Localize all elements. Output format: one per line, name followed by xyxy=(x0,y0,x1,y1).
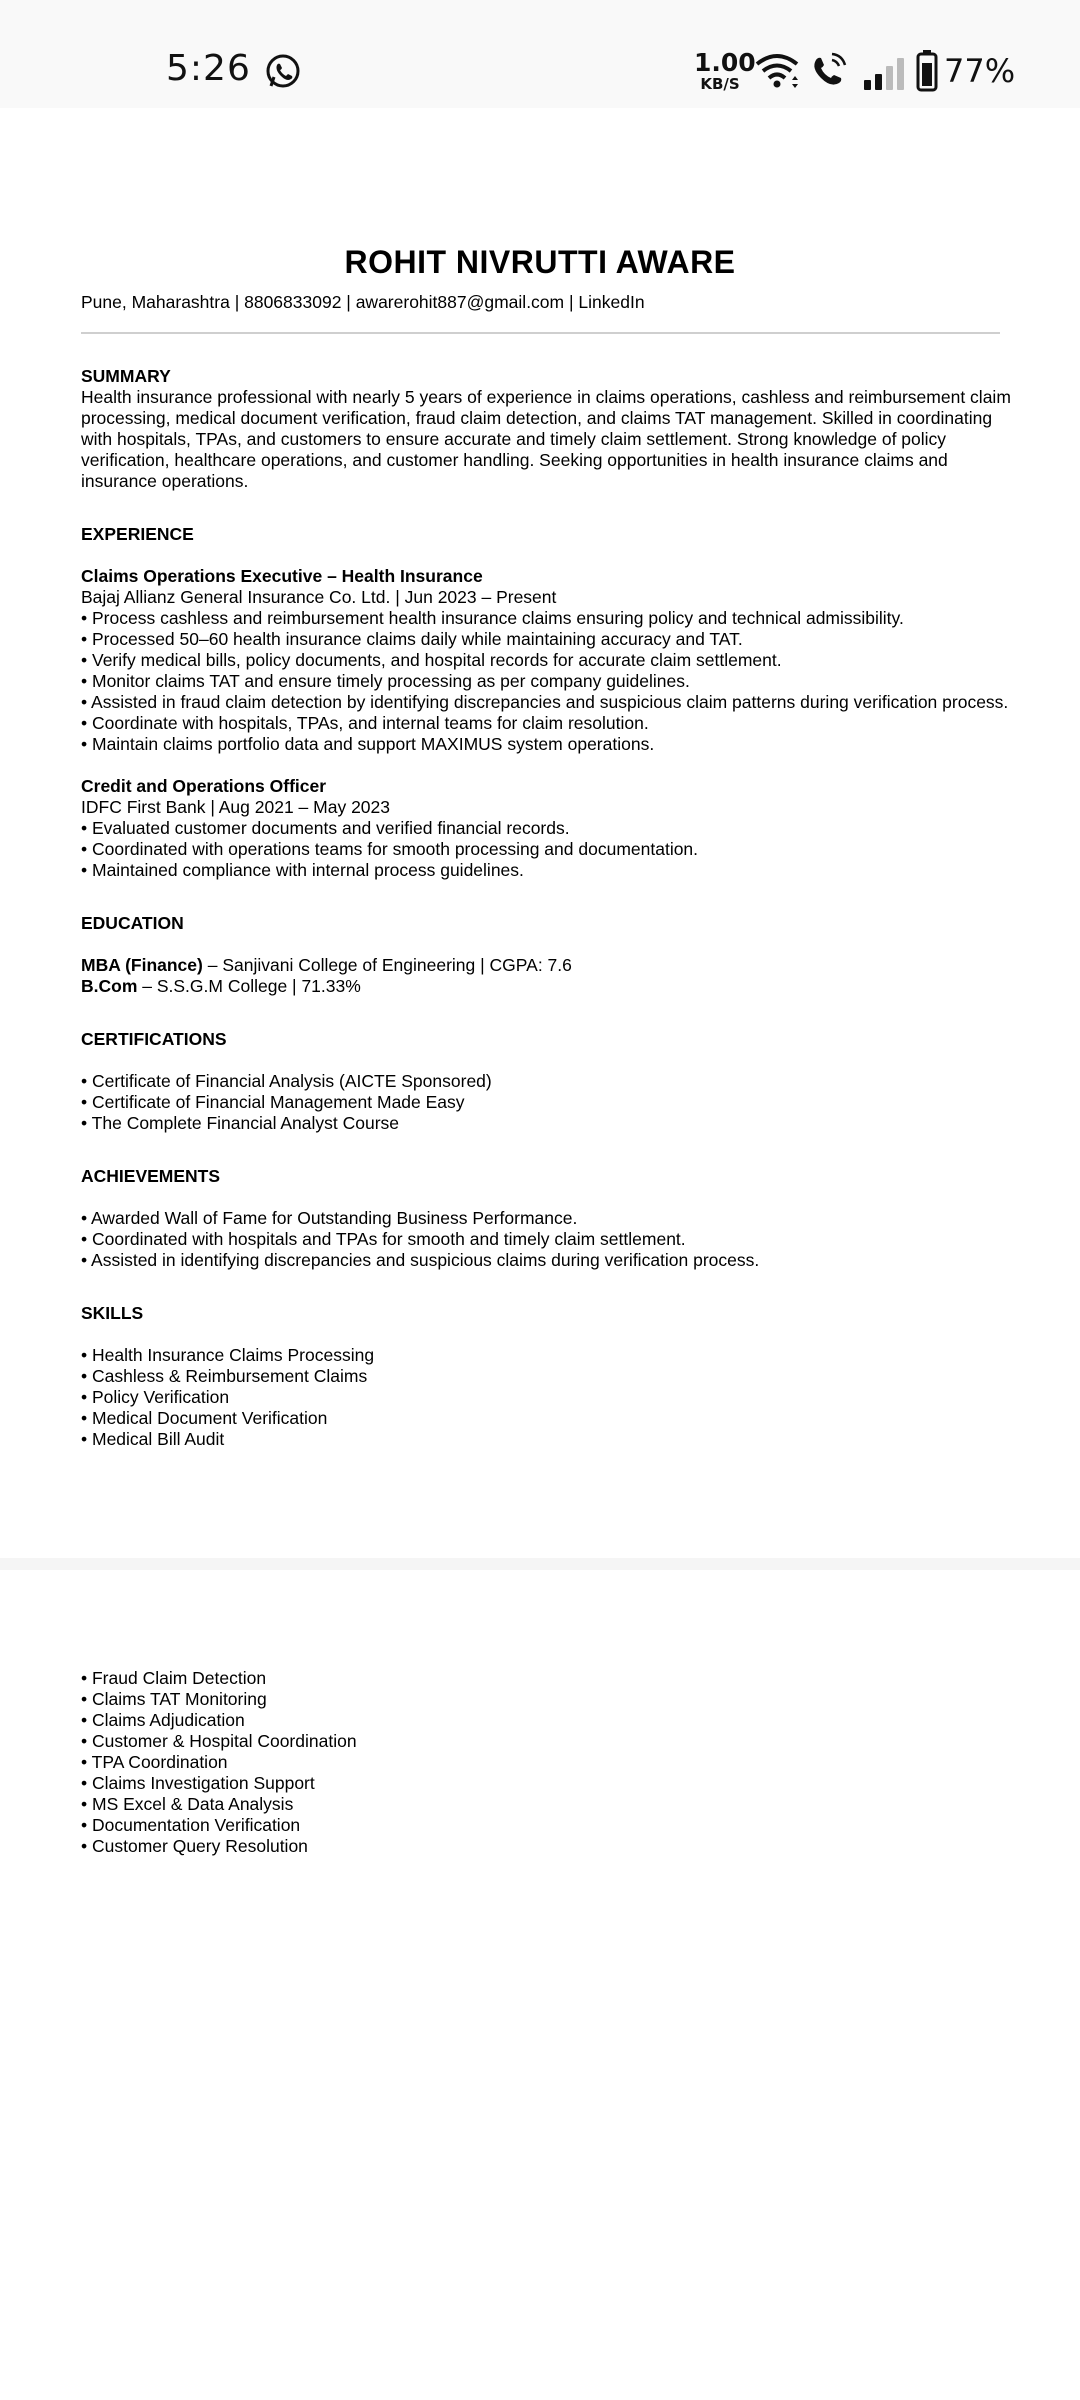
certifications-heading: CERTIFICATIONS xyxy=(81,1029,227,1049)
wifi-icon xyxy=(754,52,800,92)
achievements-heading: ACHIEVEMENTS xyxy=(81,1166,221,1186)
whatsapp-icon xyxy=(264,52,302,90)
resume-name: ROHIT NIVRUTTI AWARE xyxy=(344,244,736,280)
list-item: • Fraud Claim Detection xyxy=(81,1668,267,1688)
wifi-calling-icon xyxy=(810,52,848,90)
status-bar xyxy=(0,0,1080,108)
list-item: • Coordinated with operations teams for smooth processing and documentation. xyxy=(81,839,699,859)
list-item: • Customer & Hospital Coordination xyxy=(81,1731,357,1751)
list-item: • Process cashless and reimbursement health insurance claims ensuring policy and technical admissibility. xyxy=(81,608,904,628)
divider xyxy=(81,332,1000,334)
resume-body xyxy=(81,366,1011,1450)
list-item: • Awarded Wall of Fame for Outstanding Business Performance. xyxy=(81,1208,578,1228)
skills-heading: SKILLS xyxy=(81,1303,144,1323)
list-item: • Claims TAT Monitoring xyxy=(81,1689,267,1709)
job-company: IDFC First Bank | Aug 2021 – May 2023 xyxy=(81,797,391,817)
list-item: • Coordinate with hospitals, TPAs, and internal teams for claim resolution. xyxy=(81,713,649,733)
list-item: • Coordinated with hospitals and TPAs for smooth and timely claim settlement. xyxy=(81,1229,686,1249)
list-item: • Assisted in fraud claim detection by identifying discrepancies and suspicious claim patterns during verification process. xyxy=(81,692,1009,712)
experience-heading: EXPERIENCE xyxy=(81,524,194,544)
list-item: • Customer Query Resolution xyxy=(81,1836,308,1856)
list-item: • Assisted in identifying discrepancies and suspicious claims during verification process. xyxy=(81,1250,760,1270)
skills-continued xyxy=(81,1668,1011,1857)
job-company: Bajaj Allianz General Insurance Co. Ltd. | Jun 2023 – Present xyxy=(81,587,557,607)
list-item: • Maintain claims portfolio data and support MAXIMUS system operations. xyxy=(81,734,655,754)
contact-line: Pune, Maharashtra | 8806833092 | awarerohit887@gmail.com | LinkedIn xyxy=(81,292,645,312)
education-item: B.Com – S.S.G.M College | 71.33% xyxy=(81,976,361,996)
list-item: • MS Excel & Data Analysis xyxy=(81,1794,294,1814)
list-item: • Policy Verification xyxy=(81,1387,230,1407)
list-item: • TPA Coordination xyxy=(81,1752,228,1772)
resume-page-1 xyxy=(0,108,1080,1558)
network-speed: 1.00 KB/S xyxy=(694,48,756,93)
list-item: • Claims Investigation Support xyxy=(81,1773,315,1793)
list-item: • Claims Adjudication xyxy=(81,1710,245,1730)
summary-heading: SUMMARY xyxy=(81,366,171,386)
list-item: • Medical Document Verification xyxy=(81,1408,328,1428)
list-item: • Medical Bill Audit xyxy=(81,1429,225,1449)
list-item: • Certificate of Financial Management Made Easy xyxy=(81,1092,465,1112)
list-item: • Processed 50–60 health insurance claims daily while maintaining accuracy and TAT. xyxy=(81,629,743,649)
resume-page-2 xyxy=(0,1570,1080,2400)
list-item: • Verify medical bills, policy documents, and hospital records for accurate claim settlement. xyxy=(81,650,782,670)
battery-percent: 77% xyxy=(944,52,1016,90)
summary-text: Health insurance professional with nearly 5 years of experience in claims operations, cashless and reimbursement claim processing, medical document verification, fraud claim detection, and claims TAT management. Skilled in coordinating with hospitals, TPAs, and customers to ensure accurate and timely claim settlement. Strong knowledge of policy verification, healthcare operations, and customer handling. Seeking opportunities in health insurance claims and insurance operations. xyxy=(81,387,1011,491)
list-item: • Maintained compliance with internal process guidelines. xyxy=(81,860,524,880)
list-item: • Documentation Verification xyxy=(81,1815,301,1835)
signal-icon xyxy=(862,56,908,90)
list-item: • Certificate of Financial Analysis (AICTE Sponsored) xyxy=(81,1071,492,1091)
list-item: • The Complete Financial Analyst Course xyxy=(81,1113,400,1133)
list-item: • Cashless & Reimbursement Claims xyxy=(81,1366,368,1386)
job-title: Claims Operations Executive – Health Insurance xyxy=(81,566,483,586)
status-time: 5:26 xyxy=(166,48,251,89)
list-item: • Health Insurance Claims Processing xyxy=(81,1345,375,1365)
list-item: • Monitor claims TAT and ensure timely processing as per company guidelines. xyxy=(81,671,690,691)
list-item: • Evaluated customer documents and verified financial records. xyxy=(81,818,570,838)
job-title: Credit and Operations Officer xyxy=(81,776,327,796)
battery-icon xyxy=(916,50,938,92)
education-item: MBA (Finance) – Sanjivani College of Engineering | CGPA: 7.6 xyxy=(81,955,572,975)
education-heading: EDUCATION xyxy=(81,913,184,933)
